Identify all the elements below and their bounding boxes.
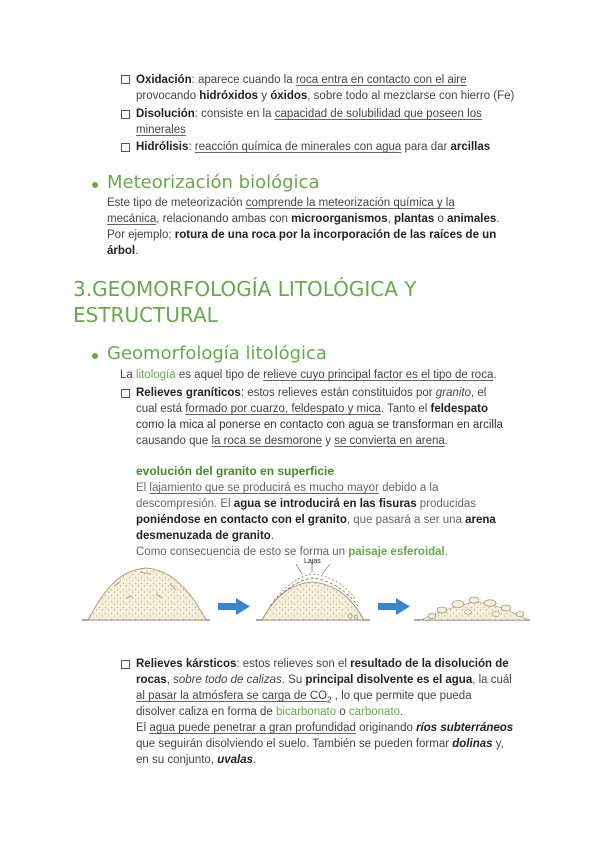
text-bold: hidróxidos	[199, 90, 259, 102]
text-underlined: agua puede penetrar a gran profundidad	[149, 722, 356, 734]
hidrolisis-line	[136, 139, 556, 156]
text: , lo que permite que pueda	[331, 690, 472, 702]
text: causando que	[136, 435, 212, 447]
karsticos-line1	[136, 656, 576, 673]
text: : estos relieves están constituidos por	[240, 387, 436, 399]
text: .	[400, 706, 404, 718]
text: La	[120, 369, 136, 381]
biologica-line2	[107, 211, 567, 228]
text-green: bicarbonato	[275, 706, 337, 718]
text: .	[253, 754, 257, 766]
text-subscript: 2	[327, 695, 332, 705]
section-heading-line1: 3.GEOMORFOLOGÍA LITOLÓGICA Y	[73, 277, 417, 301]
hidrolisis-term: Hidrólisis	[136, 141, 189, 153]
text-bold: rotura de una roca por la incorporación de las raíces de un	[174, 229, 497, 241]
text-italic: granito	[435, 387, 471, 399]
text-bold: óxidos	[270, 90, 308, 102]
text: o	[434, 213, 448, 225]
graniticos-line4	[136, 433, 566, 450]
checkbox-disolucion[interactable]	[121, 110, 130, 119]
text-bold: arcillas	[450, 141, 491, 153]
text: que seguirán disolviendo el suelo. También se pueden formar	[136, 738, 453, 750]
text: Como consecuencia de esto se forma un	[136, 546, 349, 558]
text: .	[444, 435, 448, 447]
text: para dar	[401, 141, 451, 153]
graniticos-term: Relieves graníticos	[136, 387, 241, 399]
text: .	[270, 530, 275, 542]
text-underlined: reacción química de minerales con agua	[194, 141, 402, 153]
text-underlined: comprende la meteorización química y la	[245, 197, 455, 209]
checkbox-relieves-graniticos[interactable]	[121, 389, 130, 398]
text-underlined: la roca se desmorone	[211, 435, 323, 447]
text: ,	[387, 213, 394, 225]
text-bold: rocas	[136, 674, 167, 686]
text-bold: microorganismos	[291, 213, 388, 225]
bullet-dot	[92, 353, 98, 359]
subheading-evolucion-granito: evolución del granito en superficie	[136, 464, 335, 478]
karsticos-line2	[136, 672, 576, 689]
arrow-right-icon	[218, 598, 250, 615]
text-bold-italic: uvalas	[217, 754, 254, 766]
granite-stage-3	[414, 597, 530, 620]
disolucion-term: Disolución	[136, 108, 195, 120]
text-bold-italic: ríos subterráneos	[416, 722, 514, 734]
granite-evolution-diagram	[80, 558, 532, 628]
text: debido a la	[378, 482, 439, 494]
text: disolver caliza en forma de	[136, 706, 276, 718]
text: : estos relieves son el	[236, 658, 351, 670]
text: .	[493, 369, 497, 381]
text: originando	[355, 722, 417, 734]
checkbox-oxidacion[interactable]	[121, 75, 130, 84]
arrow-right-icon	[378, 598, 410, 615]
text-bold: agua se introducirá en las fisuras	[233, 498, 417, 510]
evolucion-line2	[136, 496, 566, 513]
biologica-line4	[107, 243, 138, 260]
text-green: litología	[136, 369, 176, 381]
text: . Tanto el	[380, 403, 431, 415]
text-underlined: minerales	[136, 124, 186, 136]
text: El	[136, 722, 150, 734]
text: : consiste en la	[194, 108, 275, 120]
text: y	[258, 90, 271, 102]
disolucion-line1	[136, 106, 556, 123]
text: El	[136, 482, 150, 494]
oxidacion-line1	[136, 72, 556, 89]
text: .	[496, 213, 500, 225]
oxidacion-line2	[136, 88, 576, 105]
karsticos-line6	[136, 736, 586, 753]
text: :	[188, 141, 195, 153]
text: descompresión. El	[136, 498, 234, 510]
text: : aparece cuando la	[191, 74, 296, 86]
section-heading-line2: ESTRUCTURAL	[73, 303, 218, 327]
text: o	[336, 706, 349, 718]
text: ,	[166, 674, 174, 686]
text: Por ejemplo;	[107, 229, 175, 241]
text: . Su	[281, 674, 306, 686]
text-bold: árbol	[107, 245, 136, 257]
text-bold: plantas	[394, 213, 435, 225]
text: producidas	[416, 498, 477, 510]
text-bold: poniéndose en contacto con el granito	[136, 514, 347, 526]
evolucion-line3	[136, 512, 566, 529]
text-bold-italic: dolinas	[452, 738, 493, 750]
text: , sobre todo al mezclarse con hierro (Fe)	[307, 90, 515, 102]
text: .	[444, 546, 448, 558]
text-green: paisaje esferoidal	[348, 546, 445, 558]
karsticos-term: Relieves kársticos	[136, 658, 237, 670]
text: en su conjunto,	[136, 754, 218, 766]
graniticos-line3: como la mica al ponerse en contacto con agua se transforman en arcilla	[136, 419, 503, 431]
text: y,	[492, 738, 504, 750]
text-underlined: formado por cuarzo, feldespato y mica	[185, 403, 381, 415]
evolucion-line1	[136, 480, 566, 497]
oxidacion-term: Oxidación	[136, 74, 192, 86]
text: , la cuál	[472, 674, 512, 686]
text-bold: arena	[465, 514, 496, 526]
text-bold: resultado de la disolución de	[350, 658, 509, 670]
text-green: carbonato	[348, 706, 401, 718]
text-underlined: al pasar la atmósfera se carga de CO	[136, 690, 328, 702]
disolucion-line2	[136, 122, 186, 139]
graniticos-line1	[136, 385, 556, 402]
lajas-label: Lajas	[304, 558, 321, 565]
text-underlined: lajamiento que se producirá es mucho mayor	[149, 482, 379, 494]
graniticos-line2	[136, 401, 566, 418]
biologica-line3	[107, 227, 577, 244]
evolucion-line4	[136, 528, 274, 545]
karsticos-line7	[136, 752, 256, 769]
karsticos-line4	[136, 704, 576, 721]
karsticos-line5	[136, 720, 586, 737]
text: provocando	[136, 90, 200, 102]
granite-stage-1	[82, 568, 210, 620]
text-underlined: roca entra en contacto con el aire	[295, 74, 467, 86]
bullet-dot	[92, 182, 98, 188]
text: y	[322, 435, 335, 447]
text-underlined: relieve cuyo principal factor es el tipo de roca	[263, 369, 494, 381]
text-underlined: mecánica	[107, 213, 157, 225]
text: , que pasará a ser una	[346, 514, 466, 526]
text: , relacionando ambas con	[156, 213, 292, 225]
text: .	[135, 245, 139, 257]
text-underlined: capacidad de solubilidad que poseen los	[274, 108, 482, 120]
text-bold: principal disolvente es el agua	[305, 674, 473, 686]
text-underlined: se convierta en arena	[334, 435, 445, 447]
checkbox-relieves-karsticos[interactable]	[121, 660, 130, 669]
text-bold: feldespato	[430, 403, 489, 415]
heading-meteorizacion-biologica: Meteorización biológica	[107, 172, 320, 193]
granite-stage-2	[256, 558, 370, 620]
text: cual está	[136, 403, 186, 415]
text: Este tipo de meteorización	[107, 197, 246, 209]
text-italic: sobre todo de calizas	[173, 674, 282, 686]
text: es aquel tipo de	[175, 369, 264, 381]
text-bold: animales	[447, 213, 497, 225]
biologica-line1	[107, 195, 547, 212]
text: , el	[470, 387, 487, 399]
litologica-intro	[120, 367, 560, 384]
heading-geomorfologia-litologica: Geomorfología litológica	[107, 343, 327, 364]
text-bold: desmenuzada de granito	[136, 530, 271, 542]
checkbox-hidrolisis[interactable]	[121, 143, 130, 152]
